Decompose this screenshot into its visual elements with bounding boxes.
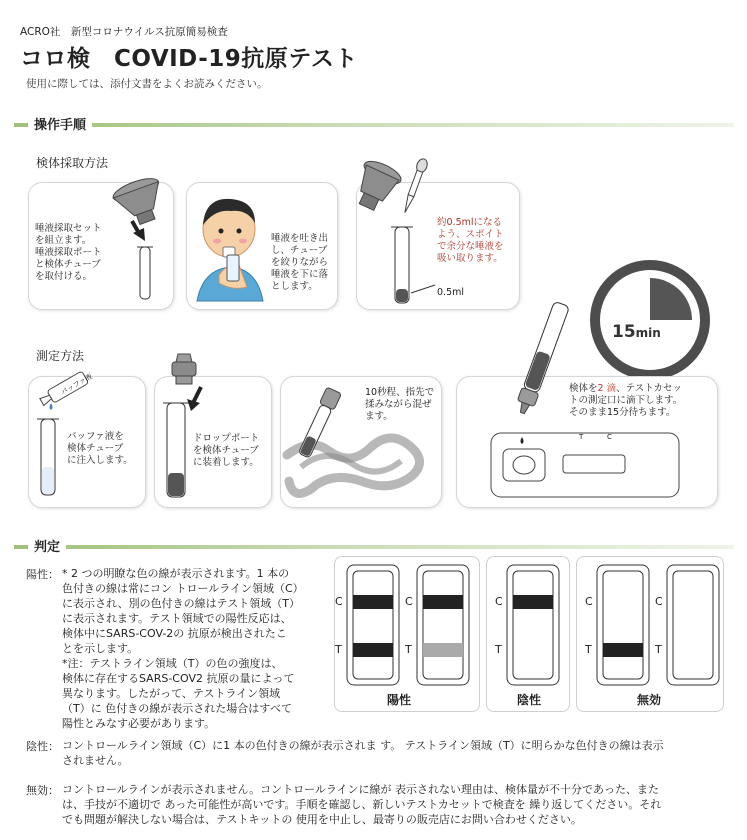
strip-t-label: T: [405, 643, 412, 656]
measurement-step-3-line: 10秒程、指先で: [365, 387, 435, 398]
section-procedure-bar: [14, 118, 734, 132]
collection-step-3-line: よう、スポイト: [437, 229, 504, 240]
result-card-invalid: [576, 556, 724, 712]
step4-suffix: 、テストカセッ: [616, 383, 682, 394]
measurement-step-2-line: を検体チューブ: [193, 445, 259, 456]
result-card-negative: [486, 556, 570, 712]
usage-note: 使用に際しては、添付文書をよくお読みください。: [26, 78, 268, 90]
measurement-step-3-line: 揉みながら混ぜ: [365, 399, 432, 410]
collection-step-1-line: を組立ます。: [35, 235, 92, 246]
measurement-step-2-panel: [154, 376, 272, 508]
timer-unit: min: [635, 326, 661, 340]
measurement-heading: 測定方法: [36, 349, 85, 363]
measurement-step-1-line: バッファ液を: [67, 431, 124, 442]
positive-label: 陽性: [387, 693, 412, 707]
page-title: コロ検 COVID-19抗原テスト: [20, 46, 358, 72]
collection-step-2-line: し、チューブ: [271, 245, 328, 256]
positive-line: に表示され、別の色付きの線はテスト領域（T）: [62, 597, 300, 610]
measurement-step-3-line: ます。: [365, 411, 393, 422]
negative-line: コントロールライン領域（C）に1 本の色付きの線が表示されま す。 テストライン領域（T）に明らかな色付きの線は表示: [62, 739, 664, 752]
cassette-t-mark: T: [579, 433, 584, 441]
collection-heading: 検体採取方法: [36, 156, 109, 170]
positive-description: [62, 566, 330, 731]
measurement-step-4-line: そのまま15分待ちます。: [569, 407, 676, 418]
measurement-step-1-line: に注入します。: [67, 455, 133, 466]
positive-line: 異なります。したがって、テストライン領域: [62, 687, 281, 700]
collection-step-1-line: を取付ける。: [35, 271, 93, 282]
invalid-line: は、手技が不適切で あった可能性が高いです。手順を確認し、新しいテストカセットで検査を 繰り返してください。それ: [62, 798, 662, 811]
collection-step-2-line: 唾液を下に落: [271, 269, 329, 280]
section-judgement-bar: [14, 540, 734, 554]
collection-step-2-line: 唾液を吐き出: [271, 233, 329, 244]
collection-step-1-line: 唾液採取ポート: [35, 247, 102, 258]
measurement-step-2-line: ドロップポート: [193, 433, 260, 444]
strip-c-label: C: [495, 595, 503, 608]
strip-c-label: C: [655, 595, 663, 608]
section-judgement-title: 判定: [28, 536, 66, 555]
positive-line: 検体中にSARS-COV-2の 抗原が検出されたこ: [62, 627, 287, 640]
timer-label: [612, 322, 661, 342]
result-card-positive: [334, 556, 480, 712]
volume-label: 0.5ml: [437, 287, 465, 298]
negative-key: 陰性：: [26, 740, 59, 753]
positive-line: とを示します。: [62, 642, 139, 655]
measurement-step-2-line: に装着します。: [193, 457, 259, 468]
strip-t-label: T: [655, 643, 662, 656]
strip-t-label: T: [495, 643, 502, 656]
measurement-step-1-panel: [28, 372, 146, 508]
collection-step-1-line: と検体チューブ: [35, 259, 101, 270]
strip-c-label: C: [405, 595, 413, 608]
strip-t-label: T: [585, 643, 592, 656]
invalid-label: 無効: [637, 693, 662, 707]
buffer-bottle-label: バッファ液: [59, 372, 94, 397]
collection-step-3-line: で余分な唾液を: [437, 241, 504, 252]
negative-line: されません。: [62, 754, 129, 767]
header-subtitle: ACRO社 新型コロナウイルス抗原簡易検査: [20, 26, 228, 38]
collection-step-2-line: を絞りながら: [271, 257, 329, 268]
section-procedure-title: 操作手順: [28, 114, 92, 133]
timer-icon: [588, 258, 712, 382]
strip-c-label: C: [585, 595, 593, 608]
negative-strip: [487, 557, 571, 713]
drop-port-icon: [510, 300, 590, 450]
cassette-c-mark: C: [607, 433, 612, 441]
positive-line: 色付きの線は常にコン トロールライン領域（C）: [62, 582, 304, 595]
invalid-line: コントロールラインが表示されません。コントロールラインに線が 表示されない理由は、検体量が不十分であった、また: [62, 783, 659, 796]
measurement-step-4-line: トの測定口に滴下します。: [569, 395, 683, 406]
positive-line: *注：テストライン領域（T）の色の強度は、: [62, 657, 283, 670]
positive-key: 陽性：: [26, 568, 59, 581]
positive-line: 陽性とみなす必要があります。: [62, 717, 216, 730]
step4-prefix: 検体を: [569, 383, 598, 394]
invalid-description: [62, 782, 736, 827]
positive-line: * 2 つの明瞭な色の線が表示されます。1 本の: [62, 567, 290, 580]
collection-step-3-line: 約0.5mlになる: [437, 217, 503, 228]
step4-drop-count: 2 滴: [597, 383, 617, 394]
positive-line: 検体に存在するSARS-COV2 抗原の量によって: [62, 672, 295, 685]
positive-line: に表示されます。テスト領域での陽性反応は、: [62, 612, 292, 625]
invalid-strips: [577, 557, 725, 713]
strip-c-label: C: [335, 595, 343, 608]
timer-value: 15: [612, 322, 636, 342]
strip-t-label: T: [335, 643, 342, 656]
positive-line: （T）に 色付きの線が表示された場合はすべて: [62, 702, 292, 715]
invalid-line: でも問題が解決しない場合は、テストキットの 使用を中止し、最寄りの販売店にお問い合わせください。: [62, 813, 582, 826]
collection-step-3-line: 吸い取ります。: [437, 253, 503, 264]
positive-strips: [335, 557, 481, 713]
measurement-step-3-panel: [280, 376, 442, 508]
invalid-key: 無効：: [26, 784, 59, 797]
measurement-step-1-line: 検体チューブ: [67, 443, 124, 454]
collection-step-2-panel: [186, 182, 338, 310]
collection-step-2-line: とします。: [271, 281, 318, 292]
negative-description: [62, 738, 732, 768]
collection-step-1-line: 唾液採取セット: [35, 223, 102, 234]
drop-port-icon: [164, 352, 204, 392]
negative-label: 陰性: [517, 693, 542, 707]
collection-step-1-panel: [28, 182, 174, 310]
pipette-icon: [404, 156, 444, 226]
